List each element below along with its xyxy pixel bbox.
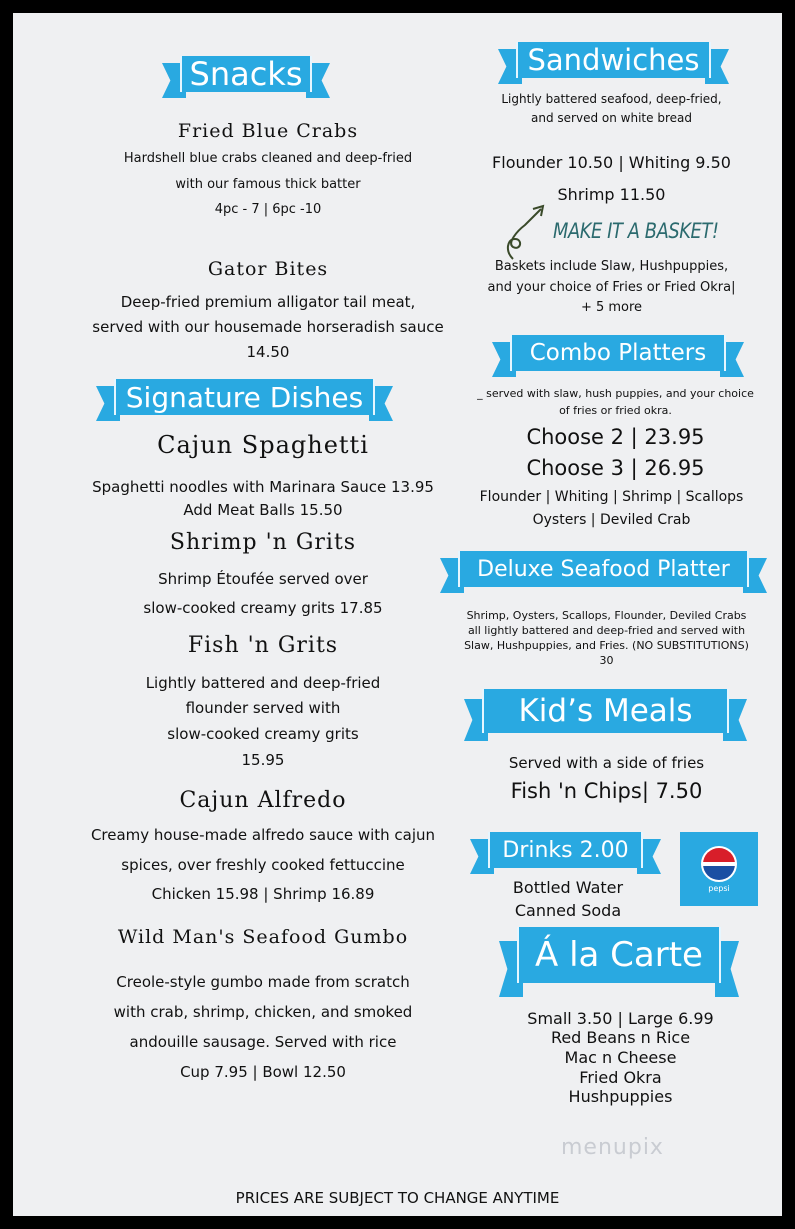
shrimp-grits-desc-1: Shrimp Étoufée served over — [158, 570, 368, 588]
squiggle-arrow-icon — [503, 201, 551, 263]
shrimp-grits-desc-2: slow-cooked creamy grits 17.85 — [143, 599, 383, 617]
snacks-heading: Snacks — [180, 56, 312, 92]
kids-desc: Served with a side of fries — [508, 754, 705, 772]
gumbo-name: Wild Man's Seafood Gumbo — [117, 926, 409, 948]
deluxe-desc-1: Shrimp, Oysters, Scallops, Flounder, Deviled Crabs — [466, 609, 747, 622]
basket-title: MAKE IT A BASKET! — [553, 219, 719, 243]
alacarte-banner — [499, 927, 739, 997]
pepsi-logo-text: pepsi — [708, 883, 730, 893]
combo-choose-2: Choose 2 | 23.95 — [526, 425, 705, 449]
deluxe-platter-heading: Deluxe Seafood Platter — [458, 551, 749, 587]
fried-blue-crabs-desc-2: with our famous thick batter — [175, 177, 361, 192]
cajun-alfredo-desc-2: spices, over freshly cooked fettuccine — [121, 856, 405, 874]
combo-desc-1: _ served with slaw, hush puppies, and your choice — [477, 387, 754, 400]
deluxe-price: 30 — [599, 654, 614, 667]
shrimp-grits-name: Shrimp 'n Grits — [169, 530, 357, 555]
fried-blue-crabs-name: Fried Blue Crabs — [177, 120, 359, 142]
gumbo-price: Cup 7.95 | Bowl 12.50 — [180, 1063, 346, 1081]
alacarte-heading: Á la Carte — [517, 927, 721, 983]
drinks-item-1: Bottled Water — [512, 878, 624, 897]
sandwiches-heading: Sandwiches — [516, 42, 711, 78]
drinks-heading: Drinks 2.00 — [488, 832, 643, 868]
basket-desc-2: and your choice of Fries or Fried Okra| — [487, 280, 736, 295]
combo-desc-2: of fries or fried okra. — [559, 404, 672, 417]
fried-blue-crabs-desc-1: Hardshell blue crabs cleaned and deep-fried — [123, 151, 413, 166]
kids-item: Fish 'n Chips| 7.50 — [510, 779, 703, 803]
combo-options-1: Flounder | Whiting | Shrimp | Scallops — [479, 489, 744, 505]
watermark: menupix — [561, 1135, 664, 1160]
gator-bites-price: 14.50 — [246, 343, 290, 361]
kids-meals-heading: Kid’s Meals — [482, 689, 729, 733]
menu-page — [13, 13, 782, 1216]
deluxe-desc-3: Slaw, Hushpuppies, and Fries. (NO SUBSTITUTIONS) — [464, 639, 749, 652]
sandwiches-desc-2: and served on white bread — [531, 111, 692, 125]
cajun-alfredo-name: Cajun Alfredo — [179, 788, 347, 813]
combo-platters-banner — [492, 335, 744, 377]
gator-bites-desc-1: Deep-fried premium alligator tail meat, — [120, 293, 416, 311]
basket-desc-1: Baskets include Slaw, Hushpuppies, — [494, 259, 729, 274]
snacks-banner — [162, 56, 330, 98]
cajun-alfredo-desc-1: Creamy house-made alfredo sauce with cajun — [90, 826, 436, 844]
alacarte-sizes: Small 3.50 | Large 6.99 — [527, 1009, 714, 1028]
cajun-spaghetti-name: Cajun Spaghetti — [157, 431, 369, 459]
alacarte-item-2: Mac n Cheese — [564, 1048, 677, 1067]
deluxe-desc-2: all lightly battered and deep-fried and served with — [467, 624, 746, 637]
sandwiches-banner — [498, 42, 729, 84]
alacarte-item-4: Hushpuppies — [568, 1087, 673, 1106]
fish-grits-desc-1: Lightly battered and deep-fried — [145, 674, 381, 692]
drinks-item-2: Canned Soda — [514, 901, 622, 920]
pepsi-globe-icon — [701, 846, 737, 882]
fish-grits-name: Fish 'n Grits — [187, 633, 339, 658]
cajun-spaghetti-desc-2: Add Meat Balls 15.50 — [183, 501, 343, 519]
alacarte-item-3: Fried Okra — [579, 1068, 662, 1087]
fish-grits-price: 15.95 — [241, 751, 285, 769]
deluxe-platter-banner — [440, 551, 767, 593]
sandwiches-desc-1: Lightly battered seafood, deep-fried, — [501, 92, 722, 106]
fried-blue-crabs-price: 4pc - 7 | 6pc -10 — [214, 202, 322, 217]
sandwiches-prices-2: Shrimp 11.50 — [557, 185, 666, 204]
alacarte-item-1: Red Beans n Rice — [550, 1028, 691, 1047]
drinks-banner — [470, 832, 661, 874]
fish-grits-desc-2: flounder served with — [185, 699, 341, 717]
gumbo-desc-3: andouille sausage. Served with rice — [129, 1033, 397, 1051]
gator-bites-name: Gator Bites — [207, 258, 329, 280]
sandwiches-prices-1: Flounder 10.50 | Whiting 9.50 — [492, 153, 731, 172]
gumbo-desc-2: with crab, shrimp, chicken, and smoked — [113, 1003, 413, 1021]
signature-dishes-banner — [96, 379, 393, 421]
combo-options-2: Oysters | Deviled Crab — [532, 512, 691, 528]
combo-platters-heading: Combo Platters — [510, 335, 726, 371]
pepsi-logo — [680, 832, 758, 906]
kids-meals-banner — [464, 689, 747, 741]
basket-desc-3: + 5 more — [580, 300, 643, 315]
footer-notice: PRICES ARE SUBJECT TO CHANGE ANYTIME — [235, 1189, 560, 1207]
gumbo-desc-1: Creole-style gumbo made from scratch — [116, 973, 410, 991]
cajun-spaghetti-desc-1: Spaghetti noodles with Marinara Sauce 13.95 — [92, 478, 434, 496]
combo-choose-3: Choose 3 | 26.95 — [526, 456, 705, 480]
signature-dishes-heading: Signature Dishes — [114, 379, 375, 415]
cajun-alfredo-price: Chicken 15.98 | Shrimp 16.89 — [151, 885, 375, 903]
fish-grits-desc-3: slow-cooked creamy grits — [167, 725, 359, 743]
gator-bites-desc-2: served with our housemade horseradish sauce — [92, 318, 444, 336]
